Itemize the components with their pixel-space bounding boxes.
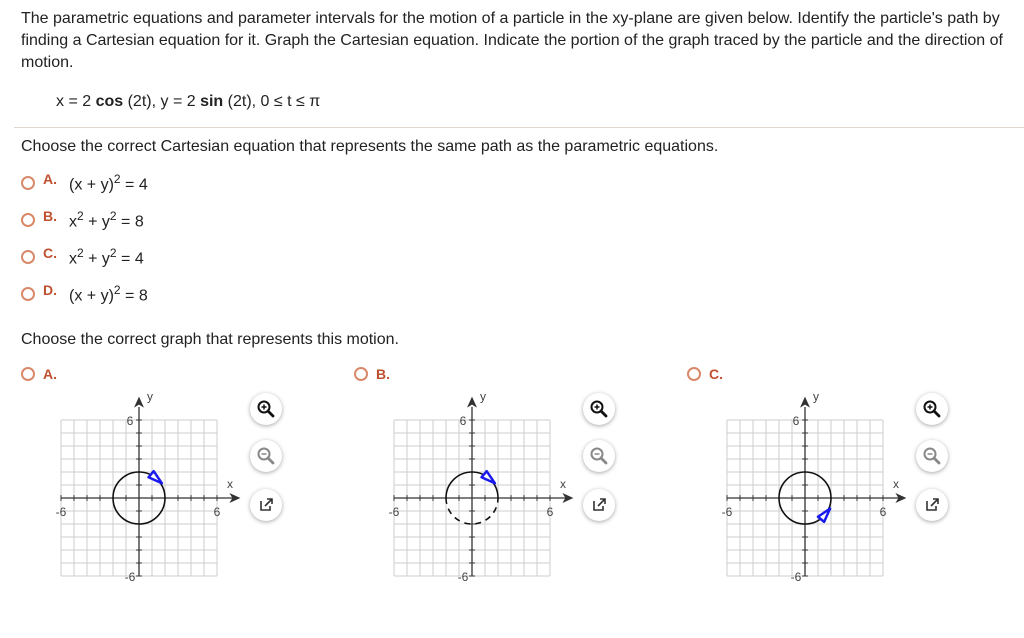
zoom-in-button[interactable] [250, 393, 282, 425]
graph-b [373, 390, 593, 590]
y-min-label: -6 [790, 570, 802, 584]
zoom-in-icon [256, 399, 276, 419]
expr-text: = 8 [120, 287, 148, 305]
equation-option-b[interactable] [21, 209, 144, 231]
option-expression [69, 209, 144, 231]
popout-icon [256, 495, 276, 515]
y-axis-arrow [134, 397, 144, 408]
x-min-label: -6 [55, 505, 67, 519]
y-min-label: -6 [124, 570, 136, 584]
y-max-label: 6 [126, 414, 134, 428]
expr-text: x [69, 250, 77, 268]
radio-button[interactable] [21, 176, 35, 190]
y-min-label: -6 [457, 570, 469, 584]
zoom-out-icon [922, 446, 942, 466]
eq-y-post: (2t), 0 ≤ t ≤ π [223, 93, 321, 110]
expr-text: = 8 [116, 213, 144, 231]
y-max-label: 6 [792, 414, 800, 428]
radio-button[interactable] [21, 287, 35, 301]
graph-a [40, 390, 260, 590]
x-axis-label: x [560, 477, 566, 491]
popout-icon [589, 495, 609, 515]
eq-x-pre: x = 2 [56, 93, 96, 110]
zoom-in-button[interactable] [583, 393, 615, 425]
popout-button[interactable] [250, 489, 282, 521]
prompt-equation: Choose the correct Cartesian equation that represents the same path as the parametric equations. [21, 138, 719, 155]
prompt-graph: Choose the correct graph that represents this motion. [21, 331, 399, 348]
direction-arrow [149, 471, 162, 483]
x-axis-label: x [893, 477, 899, 491]
popout-button[interactable] [583, 489, 615, 521]
zoom-out-button[interactable] [250, 440, 282, 472]
direction-arrow [482, 471, 495, 483]
x-max-label: 6 [546, 505, 554, 519]
exponent: 2 [109, 209, 117, 223]
x-min-label: -6 [388, 505, 400, 519]
eq-sin: sin [200, 93, 224, 110]
y-axis-label: y [813, 390, 819, 404]
expr-text: (x + y) [69, 176, 114, 194]
option-label: B. [376, 366, 390, 382]
question-text: The parametric equations and parameter intervals for the motion of a particle in the xy-plane are given below. Identify the particle's path by finding a Cartesian equation for it. Graph the Cartesian equation. Indicate the portion of the graph traced by the particle and the direction of motion. [21, 10, 1003, 71]
x-max-label: 6 [879, 505, 887, 519]
x-axis-label: x [227, 477, 233, 491]
radio-button[interactable] [354, 367, 368, 381]
zoom-in-icon [589, 399, 609, 419]
zoom-in-button[interactable] [916, 393, 948, 425]
y-axis-arrow [467, 397, 477, 408]
zoom-out-button[interactable] [916, 440, 948, 472]
radio-button[interactable] [21, 250, 35, 264]
exponent: 2 [109, 246, 117, 260]
x-min-label: -6 [721, 505, 733, 519]
zoom-in-icon [922, 399, 942, 419]
equation-option-c[interactable] [21, 246, 144, 268]
option-expression [69, 283, 148, 305]
equation-option-a[interactable] [21, 172, 148, 194]
exponent: 2 [113, 283, 121, 297]
option-label: C. [43, 245, 57, 262]
y-axis-arrow [800, 397, 810, 408]
exponent: 2 [113, 172, 121, 186]
option-expression [69, 172, 148, 194]
option-label: C. [709, 366, 723, 382]
option-label: B. [43, 208, 57, 225]
graph-option-a[interactable] [21, 366, 69, 382]
x-max-label: 6 [213, 505, 221, 519]
expr-text: + y [83, 213, 110, 231]
expr-text: = 4 [116, 250, 144, 268]
parametric-equations [56, 93, 320, 111]
expr-text: = 4 [120, 176, 148, 194]
eq-x-post: (2t), y = 2 [123, 93, 201, 110]
option-label: A. [43, 171, 57, 188]
graph-option-b[interactable] [354, 366, 402, 382]
y-axis-label: y [147, 390, 153, 404]
radio-button[interactable] [687, 367, 701, 381]
radio-button[interactable] [21, 213, 35, 227]
radio-button[interactable] [21, 367, 35, 381]
y-axis-label: y [480, 390, 486, 404]
expr-text: (x + y) [69, 287, 114, 305]
popout-button[interactable] [916, 489, 948, 521]
option-label: A. [43, 366, 57, 382]
expr-text: + y [83, 250, 110, 268]
option-label: D. [43, 282, 57, 299]
y-max-label: 6 [459, 414, 467, 428]
eq-cos: cos [95, 93, 124, 110]
zoom-out-icon [256, 446, 276, 466]
divider [14, 127, 1024, 128]
popout-icon [922, 495, 942, 515]
expr-text: x [69, 213, 77, 231]
graph-c [706, 390, 926, 590]
option-expression [69, 246, 144, 268]
zoom-out-button[interactable] [583, 440, 615, 472]
graph-option-c[interactable] [687, 366, 735, 382]
equation-option-d[interactable] [21, 283, 148, 305]
exponent: 2 [77, 209, 84, 223]
exponent: 2 [77, 246, 84, 260]
zoom-out-icon [589, 446, 609, 466]
